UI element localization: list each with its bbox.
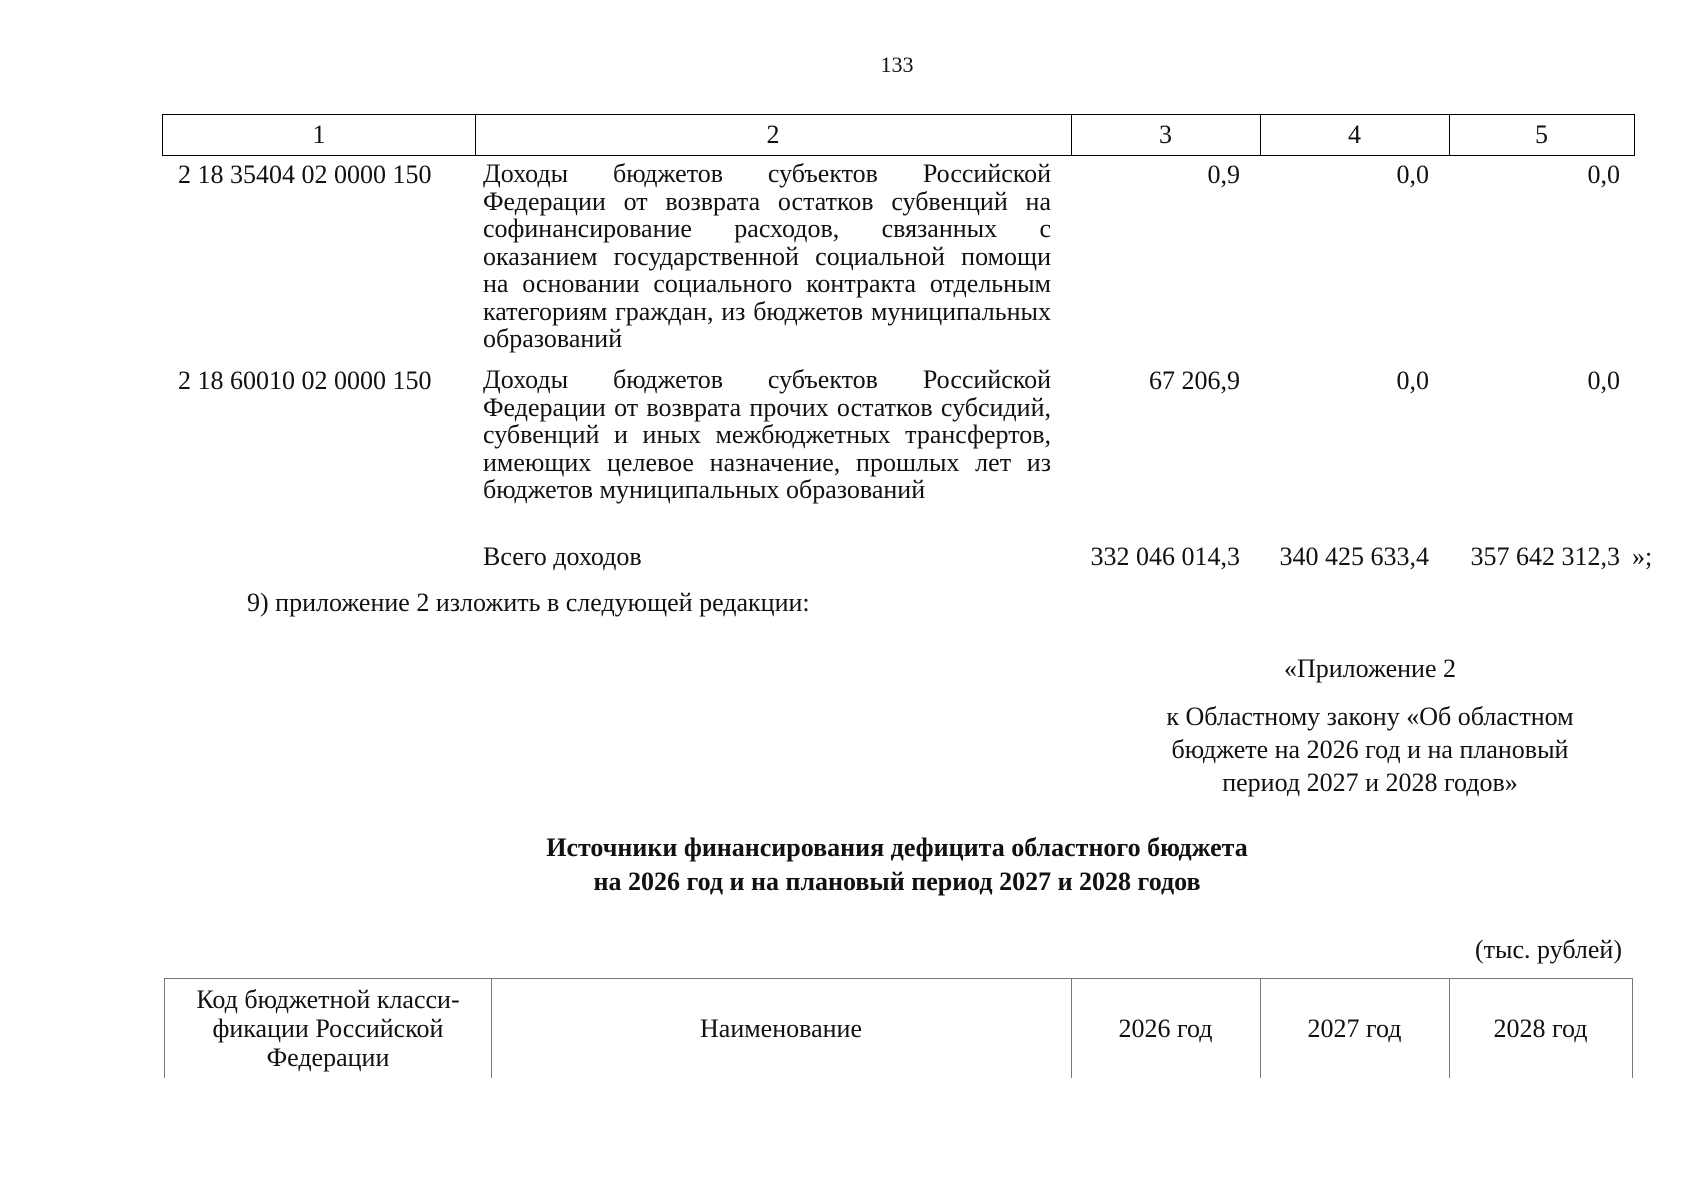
row-value-2027: 0,0	[1396, 366, 1429, 395]
row-code: 2 18 35404 02 0000 150	[178, 160, 432, 189]
row-value-2026: 0,9	[1207, 160, 1240, 189]
sources-table-header	[164, 978, 1633, 1078]
header-col-3: 3	[1159, 120, 1172, 149]
header-code-line: Код бюджетной класси-	[196, 985, 460, 1014]
appendix-line: период 2027 и 2028 годов»	[1222, 768, 1518, 797]
header-name: Наименование	[700, 1014, 862, 1043]
header-2028: 2028 год	[1493, 1014, 1588, 1043]
header-2027: 2027 год	[1307, 1014, 1402, 1043]
page-number: 133	[880, 52, 914, 77]
income-table-header	[162, 114, 1635, 156]
appendix-line: бюджете на 2026 год и на плановый	[1171, 735, 1569, 764]
row-value-2026: 67 206,9	[1149, 366, 1240, 395]
header-2026: 2026 год	[1118, 1014, 1213, 1043]
row-code: 2 18 60010 02 0000 150	[178, 366, 432, 395]
row-description: Доходы бюджетов субъектов Российской Федерации от возврата прочих остатков субсидий, субвенций и иных межбюджетных трансфертов, имеющих целевое назначение, прошлых лет из бюджетов муниципальных образований	[483, 365, 1051, 504]
row-value-2028: 0,0	[1587, 160, 1620, 189]
closing-quote: »;	[1632, 542, 1653, 571]
appendix-label: «Приложение 2	[1283, 654, 1457, 683]
header-code-line: фикации Российской	[212, 1014, 444, 1043]
header-col-4: 4	[1348, 120, 1361, 149]
header-code-line: Федерации	[266, 1043, 390, 1072]
row-value-2027: 0,0	[1396, 160, 1429, 189]
section-title: Источники финансирования дефицита областного бюджета	[546, 833, 1248, 862]
row-description: Доходы бюджетов субъектов Российской Федерации от возврата остатков субвенций на софинансирование расходов, связанных с оказанием государственной социальной помощи на основании социального контракта отдельным категориям граждан, из бюджетов муниципальных образований	[483, 159, 1051, 353]
appendix-line: к Областному закону «Об областном	[1166, 702, 1574, 731]
header-col-2: 2	[766, 120, 780, 149]
total-2028: 357 642 312,3	[1470, 542, 1620, 571]
header-col-5: 5	[1535, 120, 1548, 149]
total-2026: 332 046 014,3	[1090, 542, 1240, 571]
header-code	[165, 979, 491, 1078]
paragraph-9: 9) приложение 2 изложить в следующей редакции:	[247, 588, 810, 617]
units-label: (тыс. рублей)	[1474, 935, 1622, 964]
header-col-1: 1	[312, 120, 326, 149]
total-2027: 340 425 633,4	[1279, 542, 1429, 571]
total-label: Всего доходов	[483, 542, 642, 571]
section-subtitle: на 2026 год и на плановый период 2027 и 2028 годов	[593, 867, 1201, 896]
row-value-2028: 0,0	[1587, 366, 1620, 395]
